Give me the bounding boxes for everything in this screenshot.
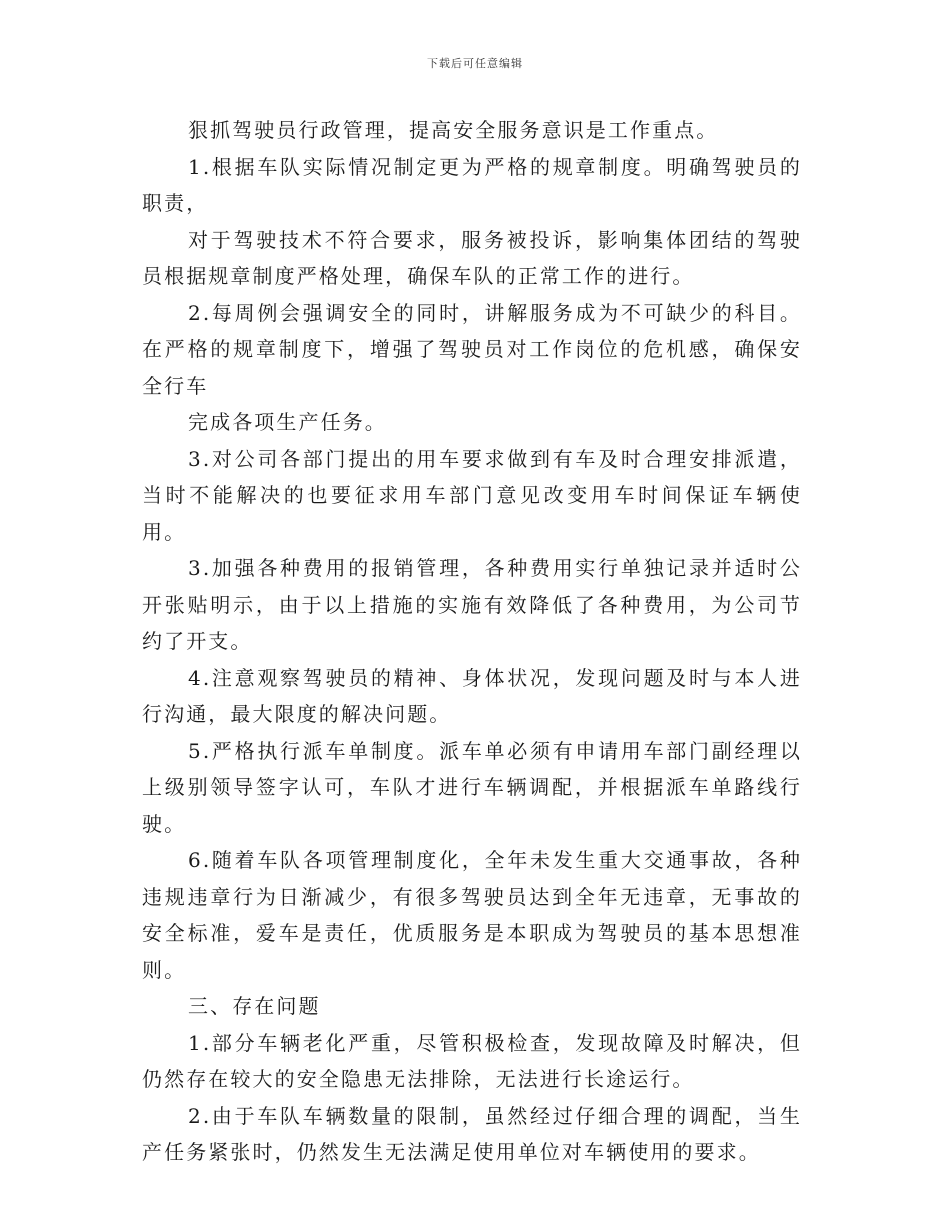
paragraph-item-5: 5.严格执行派车单制度。派车单必须有申请用车部门副经理以上级别领导签字认可，车队才进行车辆调配，并根据派车单路线行驶。 (142, 738, 802, 836)
paragraph-problem-1: 1.部分车辆老化严重，尽管积极检查，发现故障及时解决，但仍然存在较大的安全隐患无法排除，无法进行长途运行。 (142, 1030, 802, 1091)
paragraph-item-4: 4.注意观察驾驶员的精神、身体状况，发现问题及时与本人进行沟通，最大限度的解决问题。 (142, 665, 802, 726)
document-body (142, 112, 802, 1171)
paragraph-item-2: 2.每周例会强调安全的同时，讲解服务成为不可缺少的科目。在严格的规章制度下，增强了驾驶员对工作岗位的危机感，确保安全行车 (142, 300, 802, 398)
paragraph-item-3a: 3.对公司各部门提出的用车要求做到有车及时合理安排派遣，当时不能解决的也要征求用车部门意见改变用车时间保证车辆使用。 (142, 446, 802, 544)
paragraph-item-6: 6.随着车队各项管理制度化，全年未发生重大交通事故，各种违规违章行为日渐减少，有很多驾驶员达到全年无违章，无事故的安全标准，爱车是责任，优质服务是本职成为驾驶员的基本思想准则。 (142, 848, 802, 982)
paragraph-item-3b: 3.加强各种费用的报销管理，各种费用实行单独记录并适时公开张贴明示，由于以上措施的实施有效降低了各种费用，为公司节约了开支。 (142, 556, 802, 653)
paragraph-item-2-cont: 完成各项生产任务。 (188, 410, 387, 434)
section-heading-problems: 三、存在问题 (188, 994, 321, 1018)
paragraph-item-1-detail: 对于驾驶技术不符合要求，服务被投诉，影响集体团结的驾驶员根据规章制度严格处理，确保车队的正常工作的进行。 (142, 227, 802, 288)
paragraph-problem-2: 2.由于车队车辆数量的限制，虽然经过仔细合理的调配，当生产任务紧张时，仍然发生无法满足使用单位对车辆使用的要求。 (142, 1103, 802, 1164)
paragraph-intro: 狠抓驾驶员行政管理，提高安全服务意识是工作重点。 (188, 118, 719, 142)
page-header-note: 下载后可任意编辑 (427, 57, 523, 70)
paragraph-item-1: 1.根据车队实际情况制定更为严格的规章制度。明确驾驶员的职责， (142, 154, 802, 215)
